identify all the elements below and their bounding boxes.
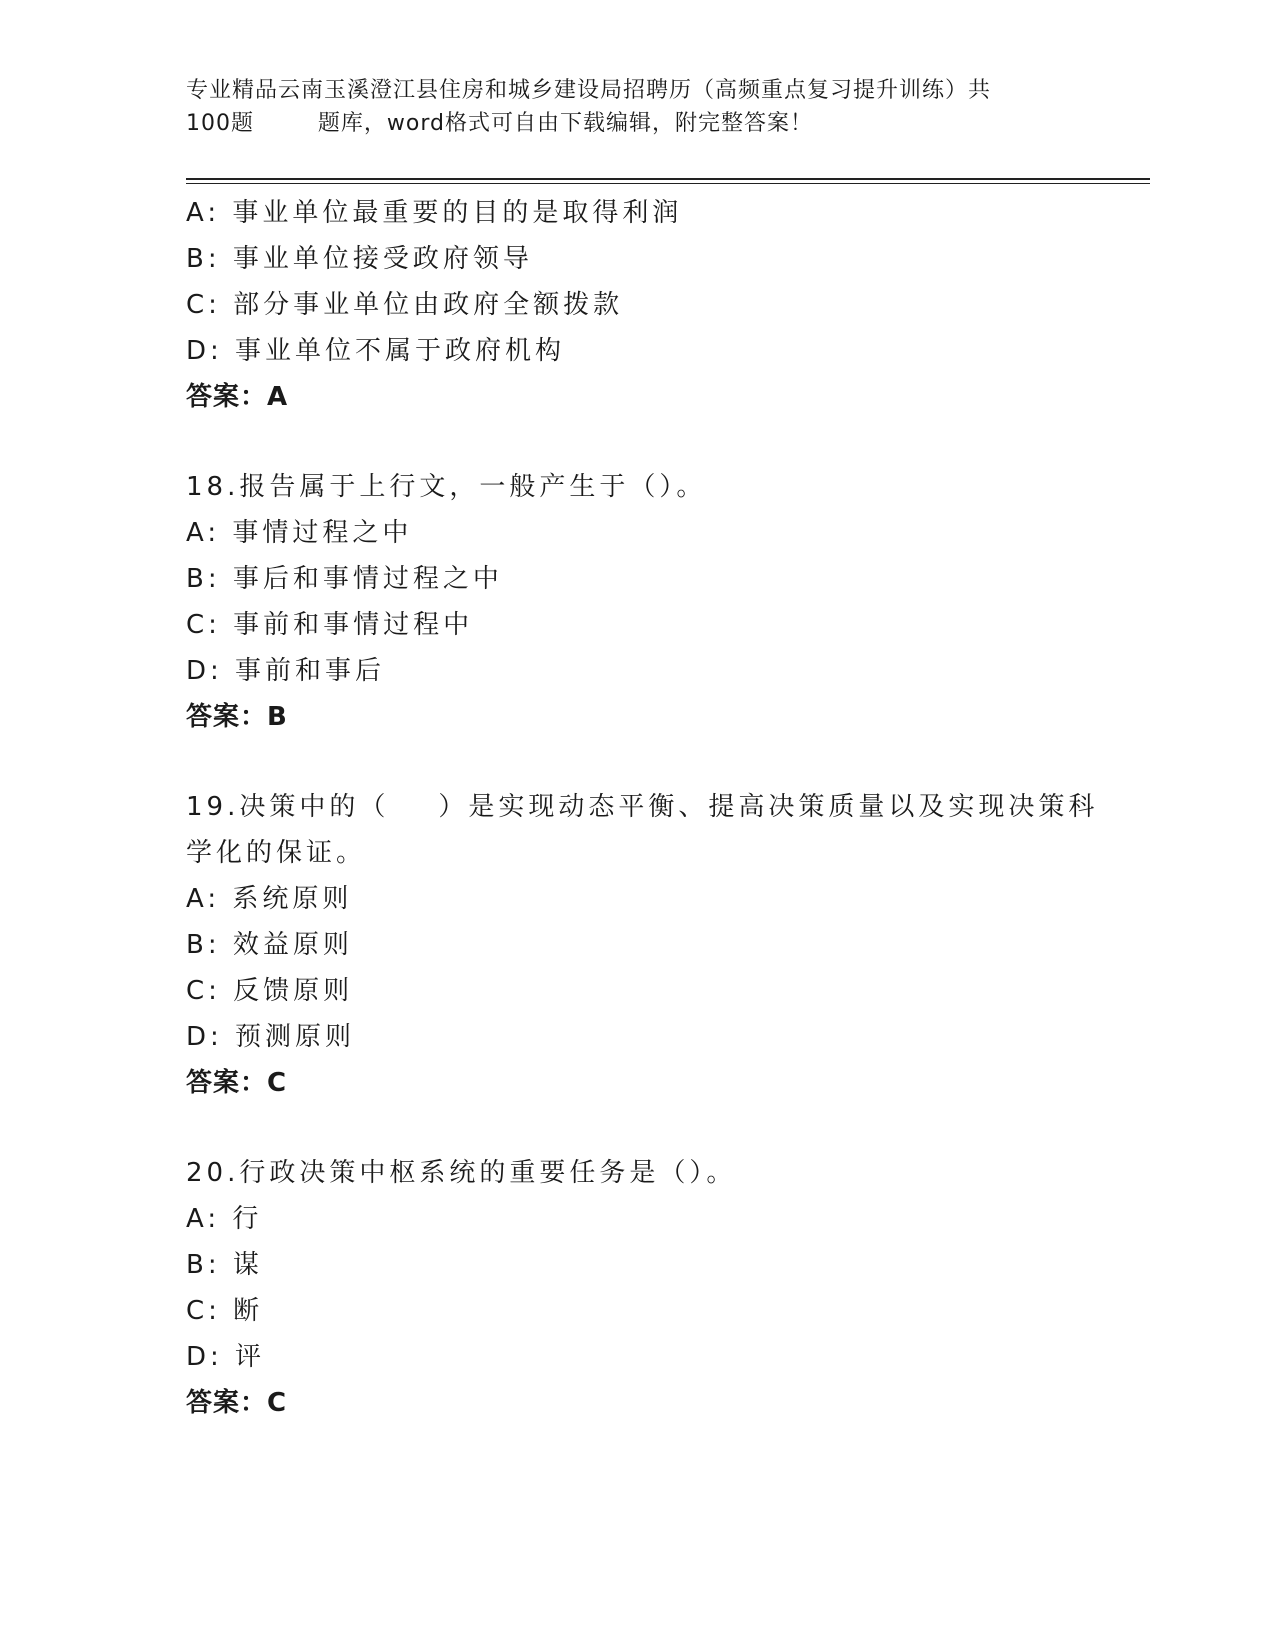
- question-text-line-2: 学化的保证。: [186, 838, 367, 868]
- question-text: 18.报告属于上行文，一般产生于（）。: [186, 472, 707, 502]
- answer: 答案：A: [186, 382, 289, 412]
- header-divider-thick: [186, 178, 1150, 180]
- answer: 答案：C: [186, 1068, 288, 1098]
- header-divider-thin: [186, 183, 1150, 184]
- question-list: [186, 190, 1146, 1426]
- answer: 答案：C: [186, 1388, 288, 1418]
- option-a: A: 事情过程之中: [186, 518, 413, 548]
- question-19: [186, 784, 1146, 1106]
- question-20: [186, 1150, 1146, 1426]
- header-title-line-1: 专业精品云南玉溪澄江县住房和城乡建设局招聘历（高频重点复习提升训练）共: [186, 78, 992, 103]
- option-b: B: 事后和事情过程之中: [186, 564, 503, 594]
- option-a: A: 系统原则: [186, 884, 353, 914]
- option-c: C: 断: [186, 1296, 264, 1326]
- option-d: D: 预测原则: [186, 1022, 356, 1052]
- option-b: B: 谋: [186, 1250, 263, 1280]
- answer: 答案：B: [186, 702, 288, 732]
- option-c: C: 部分事业单位由政府全额拨款: [186, 290, 624, 320]
- option-c: C: 事前和事情过程中: [186, 610, 474, 640]
- option-d: D: 评: [186, 1342, 266, 1372]
- question-text-line-1: 19.决策中的（ ）是实现动态平衡、提高决策质量以及实现决策科: [186, 792, 1099, 822]
- option-d: D: 事前和事后: [186, 656, 386, 686]
- option-a: A: 事业单位最重要的目的是取得利润: [186, 198, 683, 228]
- document-header: [186, 74, 1086, 140]
- option-d: D: 事业单位不属于政府机构: [186, 336, 566, 366]
- question-text: 20.行政决策中枢系统的重要任务是（）。: [186, 1158, 737, 1188]
- question-18: [186, 464, 1146, 740]
- header-title-line-2: 100题 题库，word格式可自由下载编辑，附完整答案！: [186, 111, 814, 136]
- option-b: B: 事业单位接受政府领导: [186, 244, 533, 274]
- option-c: C: 反馈原则: [186, 976, 354, 1006]
- option-b: B: 效益原则: [186, 930, 353, 960]
- question-17: [186, 190, 1146, 420]
- option-a: A: 行: [186, 1204, 263, 1234]
